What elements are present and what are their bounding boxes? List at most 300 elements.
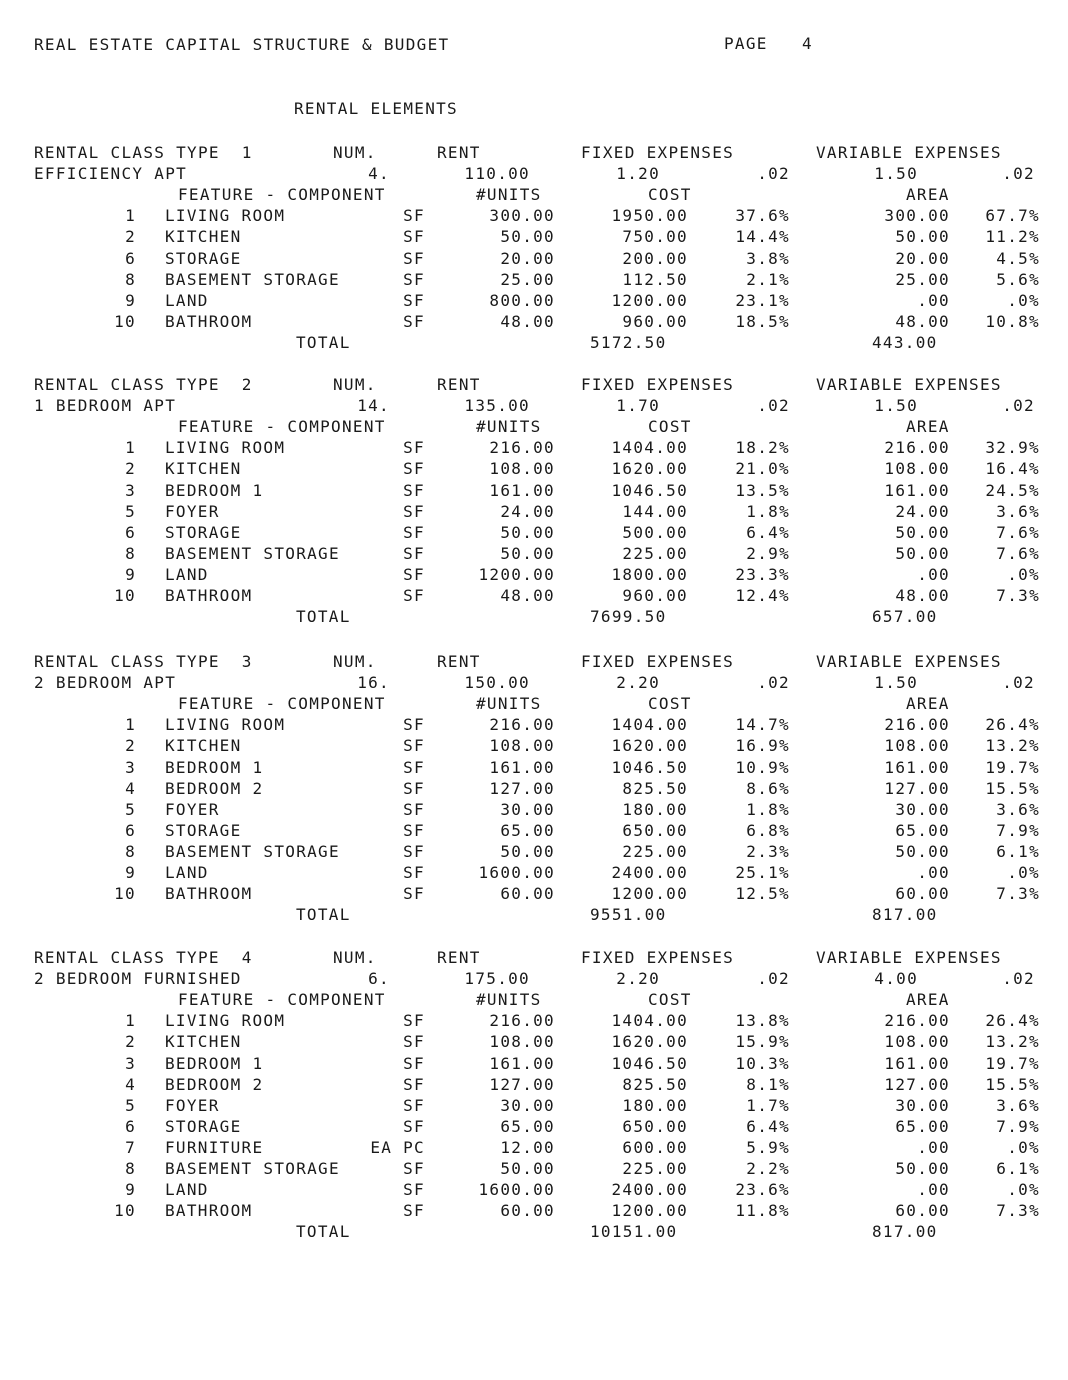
fixed-pct: .02 (757, 396, 790, 416)
units-value: 1200.00 (478, 564, 555, 584)
area-percent: 19.7% (985, 1053, 1040, 1073)
rent-label: RENT (437, 948, 481, 967)
area-percent: 26.4% (985, 1011, 1040, 1031)
variable-expenses-label: VARIABLE EXPENSES (816, 948, 1002, 967)
units-value: 25.00 (500, 269, 555, 289)
feature-name: LIVING ROOM (165, 715, 286, 735)
num-label: NUM. (333, 143, 377, 162)
area-percent: 26.4% (985, 715, 1040, 735)
cost-header: COST (648, 417, 692, 437)
total-area: 443.00 (872, 332, 938, 352)
area-value: 65.00 (895, 1116, 950, 1136)
page-number: 4 (802, 34, 813, 53)
units-value: 161.00 (489, 1053, 555, 1073)
feature-component-header: FEATURE - COMPONENT (178, 990, 386, 1010)
units-value: 108.00 (489, 1032, 555, 1052)
feature-name: LIVING ROOM (165, 206, 286, 226)
feature-name: FURNITURE (165, 1137, 264, 1157)
feature-name: LAND (165, 1180, 209, 1200)
area-percent: 67.7% (985, 206, 1040, 226)
feature-name: BASEMENT STORAGE (165, 1159, 340, 1178)
feature-component-header: FEATURE - COMPONENT (178, 694, 386, 714)
area-value: .00 (917, 863, 950, 882)
units-value: 300.00 (489, 206, 555, 226)
total-label: TOTAL (296, 607, 351, 627)
cost-percent: 13.8% (735, 1011, 790, 1031)
area-value: 50.00 (895, 227, 950, 247)
unit-type: SF (403, 1032, 425, 1052)
cost-percent: 14.7% (735, 715, 790, 735)
area-percent: 3.6% (996, 799, 1040, 819)
cost-value: 1620.00 (611, 459, 688, 479)
feature-name: KITCHEN (165, 227, 242, 247)
class-title: RENTAL CLASS TYPE 3 (34, 652, 253, 671)
unit-type: SF (403, 1053, 425, 1073)
cost-header: COST (648, 694, 692, 714)
feature-name: BEDROOM 1 (165, 1053, 264, 1073)
area-percent: 13.2% (985, 736, 1040, 756)
units-value: 48.00 (500, 586, 555, 605)
area-value: 161.00 (884, 1053, 950, 1073)
total-label: TOTAL (296, 332, 351, 352)
num-label: NUM. (333, 948, 377, 967)
unit-type: SF (403, 586, 425, 605)
units-value: 50.00 (500, 227, 555, 247)
cost-percent: 10.9% (735, 757, 790, 777)
unit-type: SF (403, 757, 425, 777)
fixed-rate: 1.20 (616, 164, 660, 184)
rent-value: 135.00 (464, 396, 530, 416)
fixed-expenses-label: FIXED EXPENSES (581, 652, 735, 671)
row-number: 1 (125, 438, 136, 458)
fixed-rate: 1.70 (616, 396, 660, 416)
units-value: 48.00 (500, 311, 555, 331)
row-number: 9 (125, 290, 136, 310)
variable-expenses-label: VARIABLE EXPENSES (816, 143, 1002, 162)
cost-header: COST (648, 185, 692, 205)
page-label: PAGE (724, 34, 768, 53)
class-title: RENTAL CLASS TYPE 4 (34, 948, 253, 967)
row-number: 8 (125, 543, 136, 563)
cost-value: 1404.00 (611, 715, 688, 735)
cost-value: 112.50 (622, 269, 688, 289)
unit-type: SF (403, 459, 425, 479)
units-value: 127.00 (489, 1074, 555, 1094)
row-number: 1 (125, 1011, 136, 1031)
fixed-rate: 2.20 (616, 673, 660, 693)
fixed-expenses-label: FIXED EXPENSES (581, 143, 735, 162)
cost-value: 1046.50 (611, 757, 688, 777)
units-value: 50.00 (500, 522, 555, 542)
feature-name: LAND (165, 564, 209, 584)
fixed-pct: .02 (757, 673, 790, 693)
area-header: AREA (906, 990, 950, 1010)
fixed-pct: .02 (757, 969, 790, 989)
cost-percent: 2.3% (746, 841, 790, 861)
unit-count: 6. (368, 969, 390, 989)
area-value: .00 (917, 564, 950, 584)
feature-name: BATHROOM (165, 311, 253, 331)
unit-type: SF (403, 206, 425, 226)
row-number: 9 (125, 863, 136, 882)
cost-percent: 8.6% (746, 778, 790, 798)
row-number: 8 (125, 841, 136, 861)
cost-percent: 6.4% (746, 1116, 790, 1136)
feature-name: BATHROOM (165, 586, 253, 605)
cost-value: 225.00 (622, 543, 688, 563)
feature-name: LAND (165, 290, 209, 310)
area-value: 127.00 (884, 1074, 950, 1094)
area-value: 300.00 (884, 206, 950, 226)
cost-percent: 6.8% (746, 820, 790, 840)
area-value: 50.00 (895, 543, 950, 563)
feature-name: KITCHEN (165, 459, 242, 479)
units-value: 161.00 (489, 757, 555, 777)
variable-pct: .02 (1002, 969, 1035, 989)
area-percent: 4.5% (996, 248, 1040, 268)
cost-percent: 14.4% (735, 227, 790, 247)
units-value: 108.00 (489, 459, 555, 479)
num-label: NUM. (333, 652, 377, 671)
area-percent: .0% (1007, 1137, 1040, 1157)
total-area: 817.00 (872, 905, 938, 925)
area-value: 216.00 (884, 1011, 950, 1031)
variable-rate: 4.00 (874, 969, 918, 989)
cost-percent: 25.1% (735, 863, 790, 882)
class-name: 1 BEDROOM APT (34, 396, 177, 416)
units-value: 50.00 (500, 543, 555, 563)
cost-value: 825.50 (622, 778, 688, 798)
total-cost: 7699.50 (590, 607, 667, 627)
units-header: #UNITS (476, 417, 542, 437)
area-percent: 7.3% (996, 884, 1040, 904)
cost-value: 1200.00 (611, 290, 688, 310)
unit-type: SF (403, 1159, 425, 1178)
cost-header: COST (648, 990, 692, 1010)
cost-percent: 2.1% (746, 269, 790, 289)
area-value: 25.00 (895, 269, 950, 289)
feature-component-header: FEATURE - COMPONENT (178, 417, 386, 437)
unit-type: SF (403, 736, 425, 756)
area-value: 60.00 (895, 884, 950, 904)
feature-name: LIVING ROOM (165, 1011, 286, 1031)
row-number: 9 (125, 1180, 136, 1200)
fixed-expenses-label: FIXED EXPENSES (581, 375, 735, 394)
area-value: 50.00 (895, 1159, 950, 1178)
area-percent: 5.6% (996, 269, 1040, 289)
feature-name: STORAGE (165, 1116, 242, 1136)
class-title: RENTAL CLASS TYPE 2 (34, 375, 253, 394)
unit-type: SF (403, 1116, 425, 1136)
area-percent: .0% (1007, 1180, 1040, 1200)
unit-type: SF (403, 841, 425, 861)
cost-value: 960.00 (622, 586, 688, 605)
units-value: 216.00 (489, 438, 555, 458)
area-value: 50.00 (895, 841, 950, 861)
row-number: 2 (125, 1032, 136, 1052)
area-percent: 3.6% (996, 501, 1040, 521)
cost-percent: 12.4% (735, 586, 790, 605)
cost-value: 1800.00 (611, 564, 688, 584)
area-value: .00 (917, 290, 950, 310)
cost-value: 825.50 (622, 1074, 688, 1094)
area-percent: 13.2% (985, 1032, 1040, 1052)
area-percent: 10.8% (985, 311, 1040, 331)
area-value: 216.00 (884, 715, 950, 735)
variable-rate: 1.50 (874, 396, 918, 416)
row-number: 1 (125, 206, 136, 226)
row-number: 10 (114, 586, 136, 605)
units-value: 1600.00 (478, 863, 555, 882)
cost-value: 144.00 (622, 501, 688, 521)
total-cost: 10151.00 (590, 1222, 678, 1242)
cost-value: 200.00 (622, 248, 688, 268)
variable-pct: .02 (1002, 164, 1035, 184)
area-percent: .0% (1007, 290, 1040, 310)
feature-name: BASEMENT STORAGE (165, 543, 340, 563)
feature-name: BATHROOM (165, 884, 253, 904)
area-percent: 15.5% (985, 778, 1040, 798)
area-percent: 32.9% (985, 438, 1040, 458)
rent-label: RENT (437, 375, 481, 394)
unit-count: 4. (368, 164, 390, 184)
units-value: 216.00 (489, 1011, 555, 1031)
unit-type: SF (403, 290, 425, 310)
units-header: #UNITS (476, 990, 542, 1010)
units-value: 65.00 (500, 820, 555, 840)
cost-value: 1200.00 (611, 1201, 688, 1221)
units-value: 1600.00 (478, 1180, 555, 1200)
variable-rate: 1.50 (874, 673, 918, 693)
row-number: 5 (125, 501, 136, 521)
section-subtitle: RENTAL ELEMENTS (294, 99, 458, 118)
cost-value: 2400.00 (611, 1180, 688, 1200)
area-header: AREA (906, 185, 950, 205)
area-value: 161.00 (884, 757, 950, 777)
feature-name: LAND (165, 863, 209, 882)
feature-name: STORAGE (165, 248, 242, 268)
unit-type: SF (403, 799, 425, 819)
fixed-pct: .02 (757, 164, 790, 184)
cost-value: 1620.00 (611, 736, 688, 756)
unit-type: SF (403, 1011, 425, 1031)
feature-component-header: FEATURE - COMPONENT (178, 185, 386, 205)
area-value: 30.00 (895, 799, 950, 819)
area-percent: 7.6% (996, 522, 1040, 542)
units-value: 108.00 (489, 736, 555, 756)
unit-type: SF (403, 480, 425, 500)
class-name: EFFICIENCY APT (34, 164, 188, 184)
cost-percent: 13.5% (735, 480, 790, 500)
units-value: 30.00 (500, 1095, 555, 1115)
cost-value: 1200.00 (611, 884, 688, 904)
cost-percent: 8.1% (746, 1074, 790, 1094)
area-percent: 7.3% (996, 586, 1040, 605)
feature-name: KITCHEN (165, 736, 242, 756)
area-value: 65.00 (895, 820, 950, 840)
unit-type: SF (403, 863, 425, 882)
area-percent: 24.5% (985, 480, 1040, 500)
units-value: 127.00 (489, 778, 555, 798)
units-header: #UNITS (476, 694, 542, 714)
total-cost: 9551.00 (590, 905, 667, 925)
area-value: 24.00 (895, 501, 950, 521)
units-value: 161.00 (489, 480, 555, 500)
row-number: 10 (114, 1201, 136, 1221)
fixed-expenses-label: FIXED EXPENSES (581, 948, 735, 967)
unit-type: SF (403, 715, 425, 735)
cost-value: 180.00 (622, 1095, 688, 1115)
feature-name: FOYER (165, 799, 220, 819)
units-header: #UNITS (476, 185, 542, 205)
row-number: 3 (125, 1053, 136, 1073)
unit-type: SF (403, 501, 425, 521)
cost-value: 500.00 (622, 522, 688, 542)
row-number: 5 (125, 1095, 136, 1115)
area-percent: .0% (1007, 863, 1040, 882)
cost-percent: 37.6% (735, 206, 790, 226)
unit-count: 16. (357, 673, 390, 693)
area-percent: 7.9% (996, 820, 1040, 840)
area-value: 48.00 (895, 586, 950, 605)
cost-percent: 15.9% (735, 1032, 790, 1052)
units-value: 30.00 (500, 799, 555, 819)
unit-type: EA PC (370, 1137, 425, 1157)
fixed-rate: 2.20 (616, 969, 660, 989)
variable-expenses-label: VARIABLE EXPENSES (816, 652, 1002, 671)
rent-value: 110.00 (464, 164, 530, 184)
area-value: 127.00 (884, 778, 950, 798)
feature-name: BEDROOM 2 (165, 778, 264, 798)
unit-type: SF (403, 438, 425, 458)
area-value: 50.00 (895, 522, 950, 542)
unit-type: SF (403, 248, 425, 268)
row-number: 1 (125, 715, 136, 735)
feature-name: FOYER (165, 501, 220, 521)
area-percent: 16.4% (985, 459, 1040, 479)
area-percent: 11.2% (985, 227, 1040, 247)
variable-pct: .02 (1002, 396, 1035, 416)
class-title: RENTAL CLASS TYPE 1 (34, 143, 253, 162)
unit-count: 14. (357, 396, 390, 416)
cost-value: 1046.50 (611, 480, 688, 500)
row-number: 9 (125, 564, 136, 584)
area-value: 60.00 (895, 1201, 950, 1221)
area-percent: .0% (1007, 564, 1040, 584)
feature-name: BASEMENT STORAGE (165, 269, 340, 289)
report-title: REAL ESTATE CAPITAL STRUCTURE & BUDGET (34, 35, 450, 54)
total-label: TOTAL (296, 905, 351, 925)
area-percent: 7.6% (996, 543, 1040, 563)
cost-value: 600.00 (622, 1137, 688, 1157)
area-value: 108.00 (884, 736, 950, 756)
cost-value: 225.00 (622, 1159, 688, 1178)
unit-type: SF (403, 1201, 425, 1221)
units-value: 216.00 (489, 715, 555, 735)
units-value: 60.00 (500, 884, 555, 904)
area-value: 216.00 (884, 438, 950, 458)
area-value: 20.00 (895, 248, 950, 268)
area-percent: 7.3% (996, 1201, 1040, 1221)
area-value: 48.00 (895, 311, 950, 331)
row-number: 8 (125, 1159, 136, 1178)
cost-percent: 11.8% (735, 1201, 790, 1221)
cost-value: 1950.00 (611, 206, 688, 226)
total-cost: 5172.50 (590, 332, 667, 352)
feature-name: STORAGE (165, 522, 242, 542)
unit-type: SF (403, 564, 425, 584)
units-value: 800.00 (489, 290, 555, 310)
units-value: 50.00 (500, 1159, 555, 1178)
unit-type: SF (403, 1074, 425, 1094)
rent-value: 175.00 (464, 969, 530, 989)
unit-type: SF (403, 884, 425, 904)
total-area: 817.00 (872, 1222, 938, 1242)
unit-type: SF (403, 778, 425, 798)
num-label: NUM. (333, 375, 377, 394)
cost-value: 180.00 (622, 799, 688, 819)
area-percent: 6.1% (996, 1159, 1040, 1178)
area-value: 161.00 (884, 480, 950, 500)
variable-pct: .02 (1002, 673, 1035, 693)
row-number: 4 (125, 778, 136, 798)
class-name: 2 BEDROOM APT (34, 673, 177, 693)
rent-label: RENT (437, 652, 481, 671)
row-number: 2 (125, 459, 136, 479)
units-value: 65.00 (500, 1116, 555, 1136)
variable-expenses-label: VARIABLE EXPENSES (816, 375, 1002, 394)
variable-rate: 1.50 (874, 164, 918, 184)
feature-name: BEDROOM 1 (165, 480, 264, 500)
cost-percent: 18.5% (735, 311, 790, 331)
cost-percent: 23.3% (735, 564, 790, 584)
cost-percent: 23.1% (735, 290, 790, 310)
row-number: 6 (125, 248, 136, 268)
cost-percent: 2.9% (746, 543, 790, 563)
cost-percent: 21.0% (735, 459, 790, 479)
units-value: 60.00 (500, 1201, 555, 1221)
cost-percent: 16.9% (735, 736, 790, 756)
area-value: 108.00 (884, 459, 950, 479)
area-header: AREA (906, 694, 950, 714)
area-value: .00 (917, 1180, 950, 1200)
row-number: 4 (125, 1074, 136, 1094)
class-name: 2 BEDROOM FURNISHED (34, 969, 242, 989)
cost-percent: 2.2% (746, 1159, 790, 1178)
cost-value: 750.00 (622, 227, 688, 247)
feature-name: STORAGE (165, 820, 242, 840)
unit-type: SF (403, 311, 425, 331)
feature-name: BATHROOM (165, 1201, 253, 1221)
cost-percent: 1.8% (746, 799, 790, 819)
row-number: 3 (125, 480, 136, 500)
feature-name: BASEMENT STORAGE (165, 841, 340, 861)
feature-name: KITCHEN (165, 1032, 242, 1052)
feature-name: FOYER (165, 1095, 220, 1115)
cost-percent: 3.8% (746, 248, 790, 268)
area-percent: 3.6% (996, 1095, 1040, 1115)
cost-percent: 5.9% (746, 1137, 790, 1157)
area-value: 108.00 (884, 1032, 950, 1052)
feature-name: BEDROOM 1 (165, 757, 264, 777)
unit-type: SF (403, 543, 425, 563)
row-number: 5 (125, 799, 136, 819)
cost-percent: 6.4% (746, 522, 790, 542)
row-number: 10 (114, 311, 136, 331)
row-number: 2 (125, 736, 136, 756)
cost-value: 1404.00 (611, 1011, 688, 1031)
area-percent: 15.5% (985, 1074, 1040, 1094)
